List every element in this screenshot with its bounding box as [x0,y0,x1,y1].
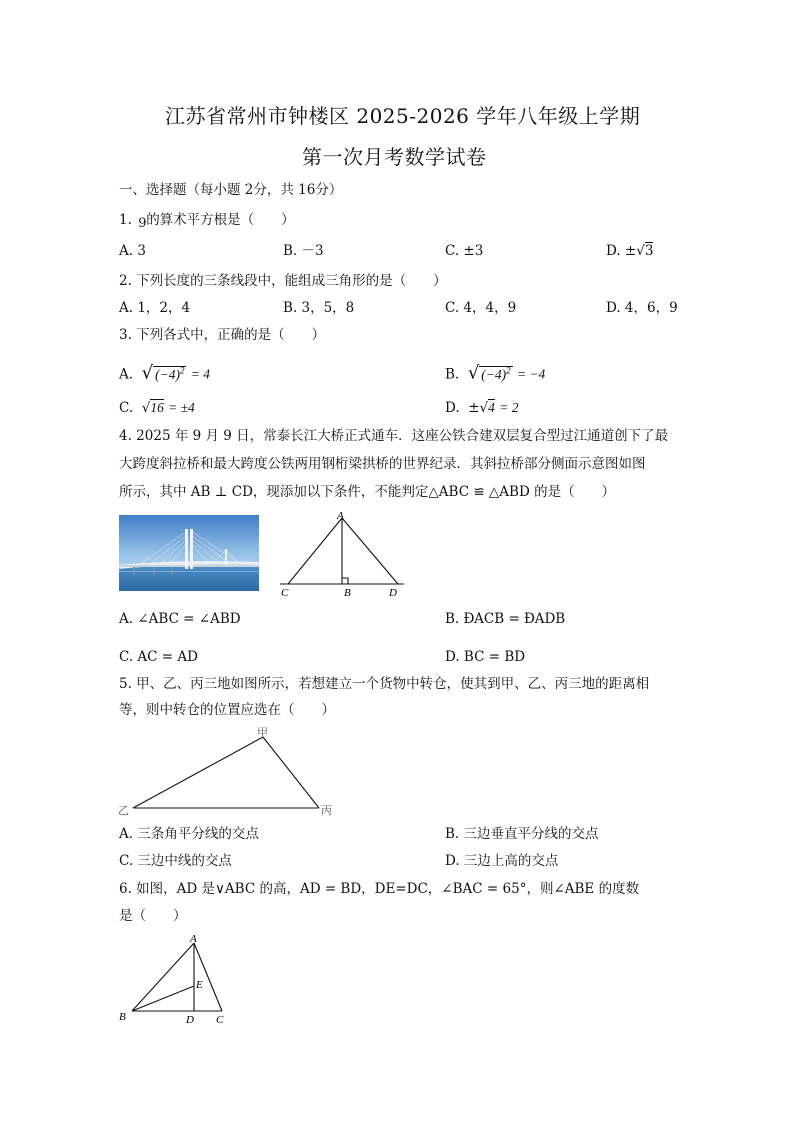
q1-option-a: A. 3 [119,243,146,259]
q4-option-d: D. BC = BD [445,649,526,665]
point-label-b: B [344,587,351,599]
q1-radicand: 9 [138,216,147,231]
q4-triangle-diagram [278,508,410,602]
q2-option-c: C. 4，4，9 [445,300,517,316]
q3-option-c [119,398,195,418]
point-label-c: C [216,1014,224,1026]
q3-b-exp: 2 [506,365,511,375]
q3-d-label: D. [445,400,460,416]
q5-option-d: D. 三边上高的交点 [445,853,559,869]
sqrt-symbol: √ [141,400,151,416]
q1-stem [119,210,295,230]
point-label-b: B [119,1011,126,1023]
point-label-d: D [186,1014,194,1026]
q2-stem: 2. 下列长度的三条线段中，能组成三角形的是（ ） [119,273,447,289]
q4-line-2: 大跨度斜拉桥和最大跨度公铁两用钢桁梁拱桥的世界纪录．其斜拉桥部分侧面示意图如图 [119,456,646,472]
q3-d-rhs: = 2 [499,400,519,415]
q1-d-prefix: D. ± [606,243,637,259]
sqrt-symbol: √ [479,400,489,416]
title-line-1: 江苏省常州市钟楼区 2025-2026 学年八年级上学期 [165,104,641,128]
q1-d-radicand: 3 [644,243,654,259]
q4-line-3: 所示，其中 AB ⊥ CD，现添加以下条件，不能判定△ABC ≌ △ABD 的是（ ） [119,484,616,500]
sqrt-symbol: √ [467,362,480,384]
location-label-bing: 丙 [321,805,332,817]
location-label-jia: 甲 [257,727,268,739]
q4-option-c: C. AC = AD [119,649,198,665]
sqrt-symbol: √ [141,362,154,384]
title-line-2: 第一次月考数学试卷 [302,145,487,169]
point-label-c: C [281,587,289,599]
point-label-a: A [190,933,197,945]
q2-option-b: B. 3，5，8 [283,300,355,316]
location-label-yi: 乙 [118,805,129,817]
point-label-e: E [196,979,203,991]
q3-a-expr: (−4) [155,366,180,382]
q5-line-2: 等，则中转仓的位置应选在（ ） [119,702,335,718]
q5-option-c: C. 三边中线的交点 [119,853,232,869]
q6-line-2: 是（ ） [119,908,187,924]
bridge-photo [119,515,259,591]
q4-option-b: B. ÐACB = ÐADB [445,611,566,627]
point-label-a: A [337,510,344,522]
q5-option-a: A. 三条角平分线的交点 [119,826,259,842]
q3-c-label: C. [119,400,134,416]
q3-option-b [445,360,545,385]
q3-option-a [119,360,210,385]
q3-option-d [445,398,518,418]
q4-option-a: A. ∠ABC = ∠ABD [119,611,241,627]
q5-triangle-diagram [115,724,345,820]
q5-line-1: 5. 甲、乙、丙三地如图所示，若想建立一个货物中转仓，使其到甲、乙、丙三地的距离相 [119,676,650,692]
q3-a-rhs: = 4 [190,366,211,382]
q3-b-expr: (−4) [481,366,507,382]
q5-option-b: B. 三边垂直平分线的交点 [445,826,599,842]
point-label-d: D [389,587,397,599]
q3-c-rhs: = ±4 [168,400,195,415]
q3-stem: 3. 下列各式中，正确的是（ ） [119,327,326,343]
q1-option-c: C. ±3 [445,243,484,259]
section-heading: 一、选择题（每小题 2分，共 16分） [119,182,343,198]
q3-b-label: B. [445,366,460,383]
q3-a-exp: 2 [179,365,185,375]
q3-a-label: A. [119,366,134,383]
q3-b-rhs: = −4 [516,366,546,382]
q1-option-b: B. －3 [283,243,324,259]
q1-option-d [606,241,653,261]
q6-line-1: 6. 如图，AD 是∨ABC 的高，AD = BD，DE=DC，∠BAC = 65°，则∠ABE 的度数 [119,881,640,897]
sqrt-symbol: √ [636,243,645,259]
q3-d-radicand: 4 [488,400,495,415]
q6-triangle-diagram [116,930,232,1026]
q1-stem-text: 的算术平方根是（ ） [146,212,295,228]
q3-c-radicand: 16 [150,400,164,415]
q3-d-pm: ± [468,400,480,416]
q2-option-d: D. 4，6，9 [606,300,678,316]
q1-number: 1. [119,212,132,228]
q2-option-a: A. 1，2，4 [119,300,191,316]
q4-line-1: 4. 2025 年 9 月 9 日，常泰长江大桥正式通车．这座公铁合建双层复合型过江通道创下了最 [119,428,669,444]
